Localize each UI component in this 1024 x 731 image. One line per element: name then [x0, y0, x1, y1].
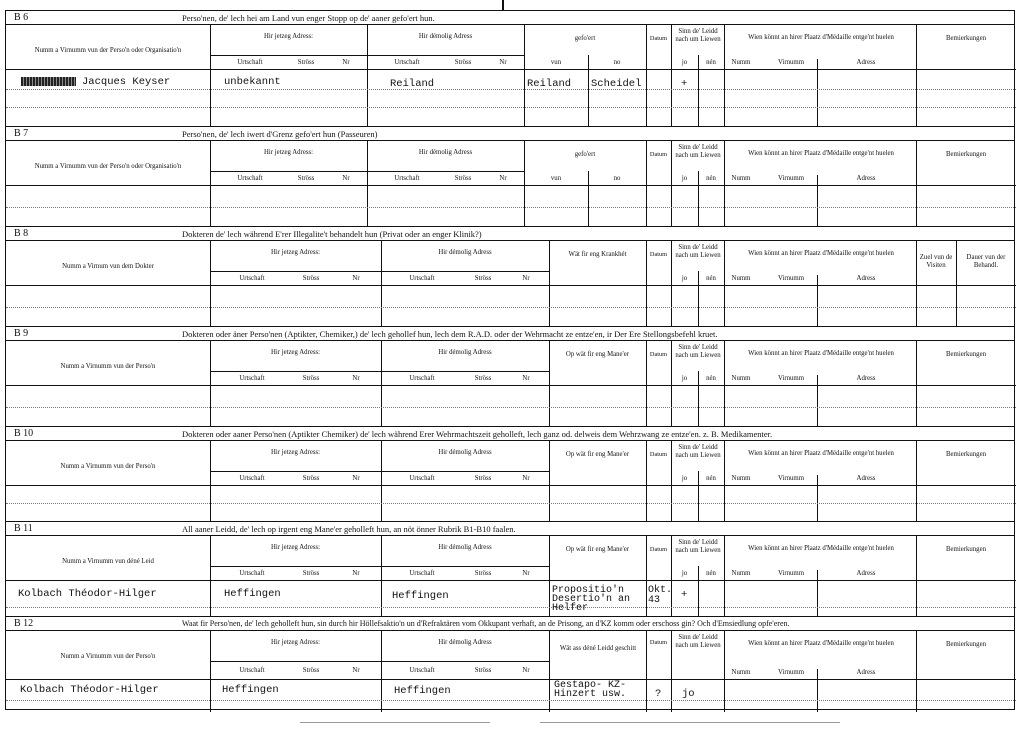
- label-urtschaft: Urtschaft: [239, 475, 265, 482]
- label-nen: nén: [706, 570, 716, 577]
- label-virnumm: Virnumm: [777, 275, 805, 282]
- route-from: Reiland: [527, 78, 572, 90]
- label-illness: Wät fir eng Krankhét: [568, 251, 627, 258]
- label-datum: Datum: [649, 351, 668, 358]
- section-code: B 7: [14, 128, 29, 139]
- label-manner: Op wät fir eng Mane'er: [565, 351, 630, 358]
- person-name: Jacques Keyser: [82, 76, 171, 88]
- section-header: [6, 617, 1014, 631]
- label-current-address: Hir jetzeg Adress:: [270, 639, 321, 646]
- label-stross: Ströss: [454, 59, 472, 66]
- label-medal: Wien könnt an hirer Plaatz d'Médaille entge'nt huelen: [748, 450, 894, 457]
- label-adress: Adress: [856, 475, 876, 482]
- section-title: Perso'nen, de' lech iwert d'Grenz gefo'ert hun (Passeuren): [182, 129, 378, 139]
- label-virnumm: Virnumm: [777, 175, 805, 182]
- section-b9: [6, 326, 1014, 426]
- label-treatment-duration: Dauer vun der Behandl.: [966, 254, 1006, 269]
- former-address: Heffingen: [392, 590, 449, 602]
- label-urtschaft: Urtschaft: [394, 59, 420, 66]
- label-no: no: [613, 175, 621, 182]
- label-medal: Wien könnt an hirer Plaatz d'Médaille entge'nt huelen: [748, 250, 894, 257]
- label-jo: jo: [681, 570, 688, 577]
- label-nr: Nr: [522, 570, 530, 577]
- section-header: [6, 11, 1014, 25]
- label-datum: Datum: [649, 639, 668, 646]
- section-b8: [6, 226, 1014, 326]
- label-visit-count: Zuel vun de Visiten: [919, 254, 953, 269]
- label-manner: Op wät fir eng Mane'er: [565, 546, 630, 553]
- label-former-address: Hir démolig Adress: [438, 349, 492, 356]
- label-urtschaft: Urtschaft: [237, 59, 263, 66]
- label-stross: Ströss: [302, 375, 320, 382]
- label-jo: jo: [681, 59, 688, 66]
- label-person-leidd: Numm a Virnumm vun déné Leid: [62, 558, 154, 565]
- label-numm: Numm: [731, 275, 751, 282]
- label-former-address: Hir démolig Adress: [438, 639, 492, 646]
- section-header: [6, 227, 1014, 241]
- former-address: Heffingen: [394, 685, 451, 697]
- section-code: B 12: [14, 618, 34, 629]
- section-title: Dokteren oder aaner Perso'nen (Aptikter Chemiker) de' lech während Erer Wehrmachtszeit geholleft, lech ganz od. delweis dem Wehrzwang ze entze'en. z. B. Medikamenter.: [182, 429, 773, 439]
- section-code: B 6: [14, 12, 29, 23]
- label-alive: Sinn de' Leidd nach um Liewen: [675, 144, 721, 159]
- label-urtschaft: Urtschaft: [394, 175, 420, 182]
- redacted-mark: [21, 77, 76, 86]
- label-adress: Adress: [856, 570, 876, 577]
- label-virnumm: Virnumm: [777, 475, 805, 482]
- label-virnumm: Virnumm: [777, 570, 805, 577]
- label-former-address: Hir démolig Adress: [418, 33, 473, 40]
- label-urtschaft: Urtschaft: [237, 175, 263, 182]
- label-adress: Adress: [856, 375, 876, 382]
- label-gefoert: gefo'ert: [574, 151, 596, 158]
- label-nen: nén: [706, 375, 716, 382]
- label-nr: Nr: [352, 570, 360, 577]
- section-b7: [6, 126, 1014, 226]
- label-urtschaft: Urtschaft: [409, 475, 435, 482]
- person-name: Kolbach Théodor-Hilger: [20, 684, 159, 696]
- label-remarks: Bemierkungen: [945, 151, 986, 158]
- label-medal: Wien könnt an hirer Plaatz d'Médaille entge'nt huelen: [748, 640, 894, 647]
- label-former-address: Hir démolig Adress: [438, 449, 492, 456]
- label-person-name: Numm a Virnumm vun der Perso'n: [60, 653, 156, 660]
- label-doctor-name: Numm a Virnum vun dem Dokter: [62, 263, 154, 270]
- alive-yes-mark: +: [681, 589, 688, 601]
- person-name: Kolbach Théodor-Hilger: [18, 588, 157, 600]
- label-adress: Adress: [856, 275, 876, 282]
- label-alive: Sinn de' Leidd nach um Liewen: [675, 539, 721, 554]
- label-nr: Nr: [342, 175, 350, 182]
- label-current-address: Hir jetzeg Adress:: [263, 33, 314, 40]
- label-adress: Adress: [856, 669, 876, 676]
- label-urtschaft: Urtschaft: [239, 667, 265, 674]
- section-header: [6, 327, 1014, 341]
- label-remarks: Bemierkungen: [945, 641, 986, 648]
- section-b12: [6, 616, 1014, 711]
- label-alive: Sinn de' Leidd nach um Liewen: [675, 28, 721, 43]
- section-b11: [6, 521, 1014, 616]
- section-title: All aaner Leidd, de' lech op irgent eng Mane'er geholleft hun, an nöt önner Rubrik B1-B10 faalen.: [182, 524, 516, 534]
- section-b10: [6, 426, 1014, 521]
- label-stross: Ströss: [302, 667, 320, 674]
- label-stross: Ströss: [297, 59, 315, 66]
- label-nr: Nr: [522, 375, 530, 382]
- label-former-address: Hir démolig Adress: [438, 249, 492, 256]
- help-date: Okt. 43: [648, 585, 673, 606]
- label-former-address: Hir démolig Adress: [418, 149, 473, 156]
- label-stross: Ströss: [297, 175, 315, 182]
- section-code: B 11: [14, 523, 33, 534]
- label-medal: Wien könnt an hirer Plaatz d'Médaille entge'nt huelen: [748, 34, 894, 41]
- label-stross: Ströss: [474, 475, 492, 482]
- label-virnumm: Virnumm: [777, 375, 805, 382]
- label-datum: Datum: [649, 251, 668, 258]
- label-current-address: Hir jetzeg Adress:: [270, 249, 321, 256]
- label-stross: Ströss: [302, 570, 320, 577]
- label-nr: Nr: [342, 59, 350, 66]
- label-nen: nén: [706, 175, 716, 182]
- bottom-rule: [300, 722, 490, 723]
- label-alive: Sinn de' Leidd nach um Liewen: [675, 444, 721, 459]
- route-to: Scheidel: [591, 78, 642, 90]
- section-code: B 9: [14, 328, 29, 339]
- label-remarks: Bemierkungen: [945, 35, 986, 42]
- label-jo: jo: [681, 175, 688, 182]
- label-stross: Ströss: [302, 475, 320, 482]
- label-urtschaft: Urtschaft: [239, 375, 265, 382]
- label-alive: Sinn de' Leidd nach um Liewen: [675, 344, 721, 359]
- what-happened: Gestapo- KZ-Hinzert usw.: [554, 680, 627, 700]
- section-title: Dokteren oder äner Perso'nen (Aptikter, Chemiker,) de' lech gehollef hun, lech dem R.A.D. oder der Wehrmacht ze entze'en, ir Der Ere Stellongsbefehl kruet.: [182, 329, 718, 339]
- section-header: [6, 427, 1014, 441]
- questionnaire-sheet: [5, 10, 1015, 710]
- label-alive: Sinn de' Leidd nach um Liewen: [675, 244, 721, 259]
- top-tick-mark: [502, 0, 504, 10]
- label-adress: Adress: [856, 59, 876, 66]
- current-address: unbekannt: [224, 76, 281, 88]
- section-header: [6, 127, 1014, 141]
- label-numm: Numm: [731, 59, 751, 66]
- label-nr: Nr: [352, 275, 360, 282]
- label-datum: Datum: [649, 451, 668, 458]
- label-numm: Numm: [731, 475, 751, 482]
- section-header: [6, 522, 1014, 536]
- label-person-name: Numm a Virnumm vun der Perso'n: [60, 463, 156, 470]
- label-virnumm: Virnumm: [777, 59, 805, 66]
- label-nr: Nr: [352, 667, 360, 674]
- label-nen: nén: [706, 275, 716, 282]
- label-current-address: Hir jetzeg Adress:: [270, 349, 321, 356]
- label-urtschaft: Urtschaft: [409, 667, 435, 674]
- label-nen: nén: [706, 475, 716, 482]
- label-jo: jo: [681, 475, 688, 482]
- label-remarks: Bemierkungen: [945, 451, 986, 458]
- label-person-name: Numm a Virnumm vun der Perso'n: [60, 363, 156, 370]
- section-code: B 8: [14, 228, 29, 239]
- label-current-address: Hir jetzeg Adress:: [270, 544, 321, 551]
- label-current-address: Hir jetzeg Adress:: [270, 449, 321, 456]
- alive-answer: jo: [682, 688, 695, 700]
- label-virnumm: Virnumm: [777, 669, 805, 676]
- section-title: Dokteren de' lech während E'rer Illegalite't behandelt hun (Privat oder an enger Klinik?): [182, 229, 482, 239]
- label-jo: jo: [681, 275, 688, 282]
- label-stross: Ströss: [474, 375, 492, 382]
- label-adress: Adress: [856, 175, 876, 182]
- bottom-rule: [540, 722, 840, 723]
- label-remarks: Bemierkungen: [945, 351, 986, 358]
- label-remarks: Bemierkungen: [945, 546, 986, 553]
- label-urtschaft: Urtschaft: [239, 275, 265, 282]
- alive-yes-mark: +: [681, 78, 688, 90]
- label-stross: Ströss: [454, 175, 472, 182]
- label-medal: Wien könnt an hirer Plaatz d'Médaille entge'nt huelen: [748, 150, 894, 157]
- label-numm: Numm: [731, 669, 751, 676]
- current-address: Heffingen: [222, 684, 279, 696]
- label-nr: Nr: [499, 175, 507, 182]
- label-datum: Datum: [649, 151, 668, 158]
- help-manner: Propositio'n Desertio'n an Helfer: [552, 585, 631, 614]
- label-urtschaft: Urtschaft: [409, 570, 435, 577]
- label-nr: Nr: [499, 59, 507, 66]
- current-address: Heffingen: [224, 588, 281, 600]
- label-nr: Nr: [522, 475, 530, 482]
- label-datum: Datum: [649, 546, 668, 553]
- label-numm: Numm: [731, 375, 751, 382]
- former-address: Reiland: [390, 78, 435, 90]
- section-b6: [6, 11, 1014, 126]
- label-datum: Datum: [649, 35, 668, 42]
- label-current-address: Hir jetzeg Adress:: [263, 149, 314, 156]
- label-medal: Wien könnt an hirer Plaatz d'Médaille entge'nt huelen: [748, 350, 894, 357]
- label-nr: Nr: [522, 275, 530, 282]
- label-stross: Ströss: [302, 275, 320, 282]
- label-nr: Nr: [352, 375, 360, 382]
- label-nr: Nr: [522, 667, 530, 674]
- label-medal: Wien könnt an hirer Plaatz d'Médaille entge'nt huelen: [748, 545, 894, 552]
- label-person-org: Numm a Virnumm vun der Perso'n oder Organisatio'n: [34, 163, 182, 170]
- label-urtschaft: Urtschaft: [409, 375, 435, 382]
- label-gefoert: gefo'ert: [574, 35, 596, 42]
- label-numm: Numm: [731, 175, 751, 182]
- event-date: ?: [655, 688, 662, 700]
- label-what-happened: Wät ass déné Leidd geschitt: [559, 645, 637, 652]
- label-person-org: Numm a Virnumm vun der Perso'n oder Organisatio'n: [34, 47, 182, 54]
- label-nen: nén: [706, 59, 716, 66]
- label-stross: Ströss: [474, 570, 492, 577]
- label-vun: vun: [550, 59, 562, 66]
- label-stross: Ströss: [474, 667, 492, 674]
- section-title: Waat fir Perso'nen, de' lech geholleft hun, sin durch hir Höllefsaktio'n un d'Refraktären vom Okkupant verhaft, an de Prisong, an d'KZ komm oder erschoss gin? Och d'Emsiedlung opfe'eren.: [182, 619, 790, 628]
- label-alive: Sinn de' Leidd nach um Liewen: [675, 634, 721, 649]
- section-title: Perso'nen, de' lech hei am Land vun enger Stopp op de' aaner gefo'ert hun.: [182, 13, 435, 23]
- label-nr: Nr: [352, 475, 360, 482]
- section-code: B 10: [14, 428, 34, 439]
- label-former-address: Hir démolig Adress: [438, 544, 492, 551]
- label-urtschaft: Urtschaft: [409, 275, 435, 282]
- label-numm: Numm: [731, 570, 751, 577]
- label-stross: Ströss: [474, 275, 492, 282]
- label-manner: Op wät fir eng Mane'er: [565, 451, 630, 458]
- label-jo: jo: [681, 375, 688, 382]
- label-no: no: [613, 59, 621, 66]
- label-urtschaft: Urtschaft: [239, 570, 265, 577]
- label-vun: vun: [550, 175, 562, 182]
